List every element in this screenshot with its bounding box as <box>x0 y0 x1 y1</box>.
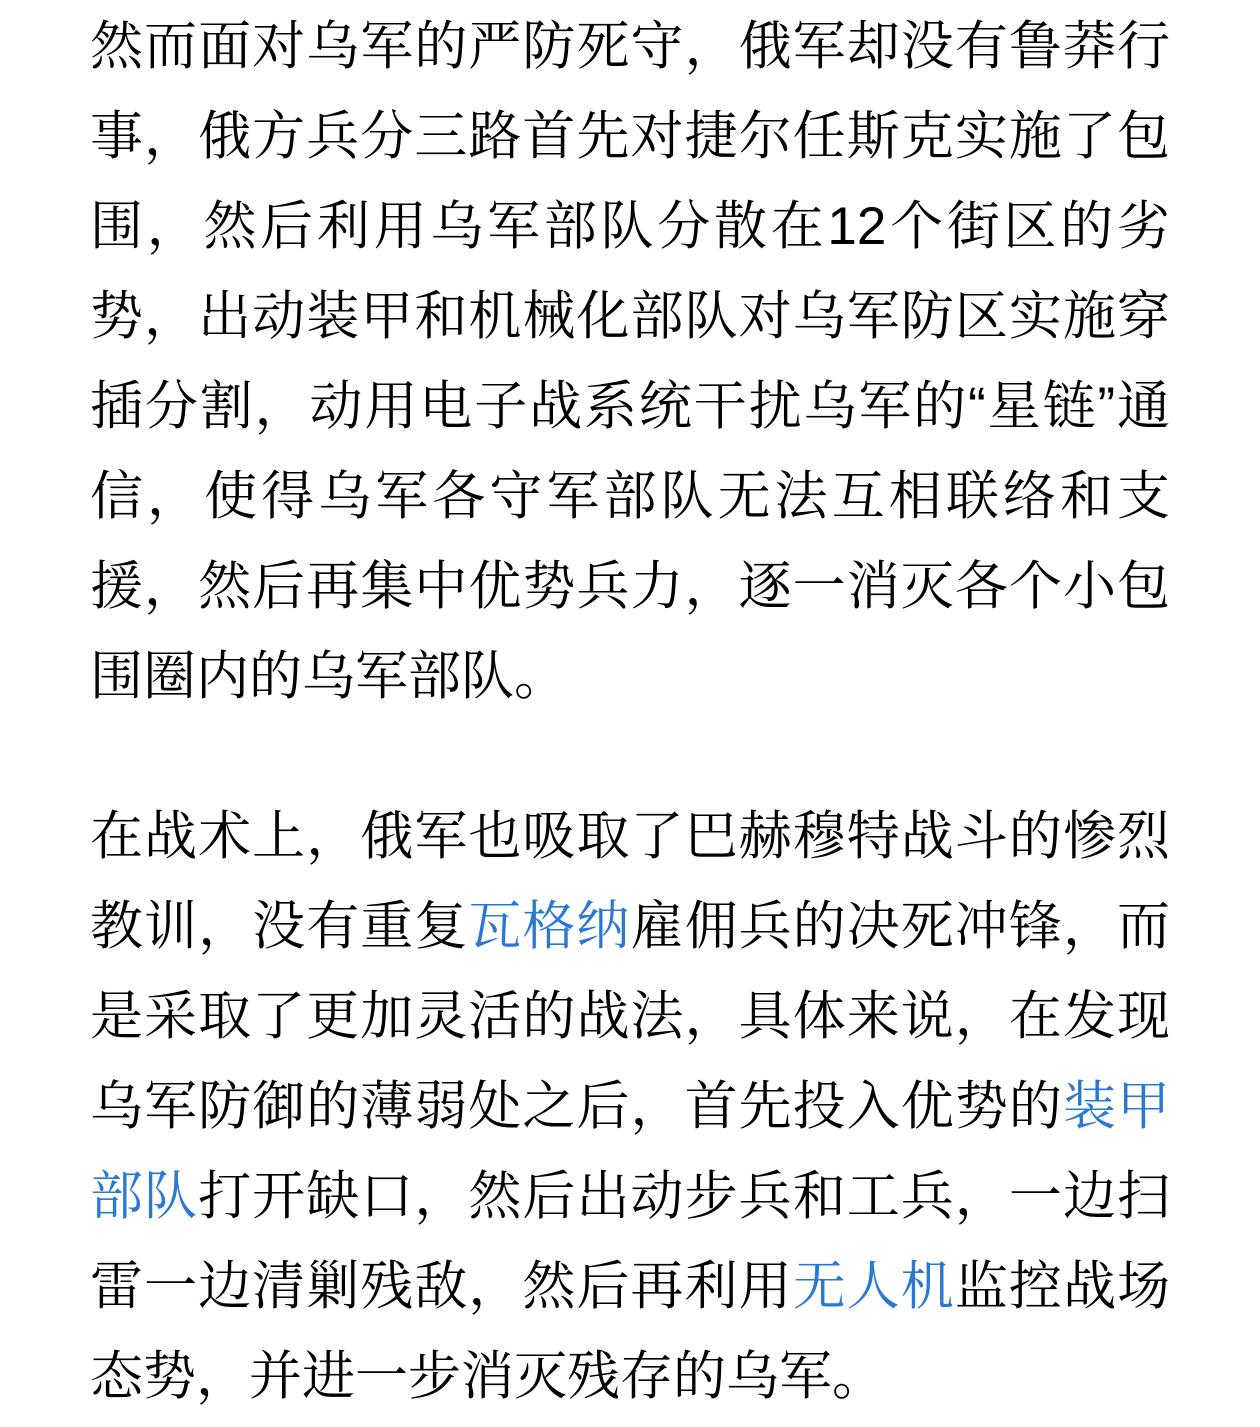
text-segment: 打开缺口，然后出动步兵和工兵，一边扫雷一边清剿残敌，然后再利用 <box>90 1167 1171 1316</box>
link-armored-forces[interactable]: 装甲部队 <box>90 1077 1171 1226</box>
link-wagner[interactable]: 瓦格纳 <box>468 897 631 956</box>
text-segment: 监控战场态势，并进一步消灭残存的乌军。 <box>90 1257 1171 1406</box>
link-drone[interactable]: 无人机 <box>792 1257 955 1316</box>
text-segment: 在战术上，俄军也吸取了巴赫穆特战斗的惨烈教训，没有重复 <box>90 807 1170 956</box>
text-segment: 雇佣兵的决死冲锋，而是采取了更加灵活的战法，具体来说，在发现乌军防御的薄弱处之后，首先投入优势的 <box>90 897 1171 1136</box>
text-segment: 然而面对乌军的严防死守，俄军却没有鲁莽行事，俄方兵分三路首先对捷尔任斯克实施了包围，然后利用乌军部队分散在12个街区的劣势，出动装甲和机械化部队对乌军防区实施穿插分割，动用电子战系统干扰乌军的“星链”通信，使得乌军各守军部队无法互相联络和支援，然后再集中优势兵力，逐一消灭各个小包围圈内的乌军部队。 <box>90 17 1170 706</box>
paragraph-2 <box>90 792 1170 1422</box>
paragraph-1 <box>90 2 1170 722</box>
